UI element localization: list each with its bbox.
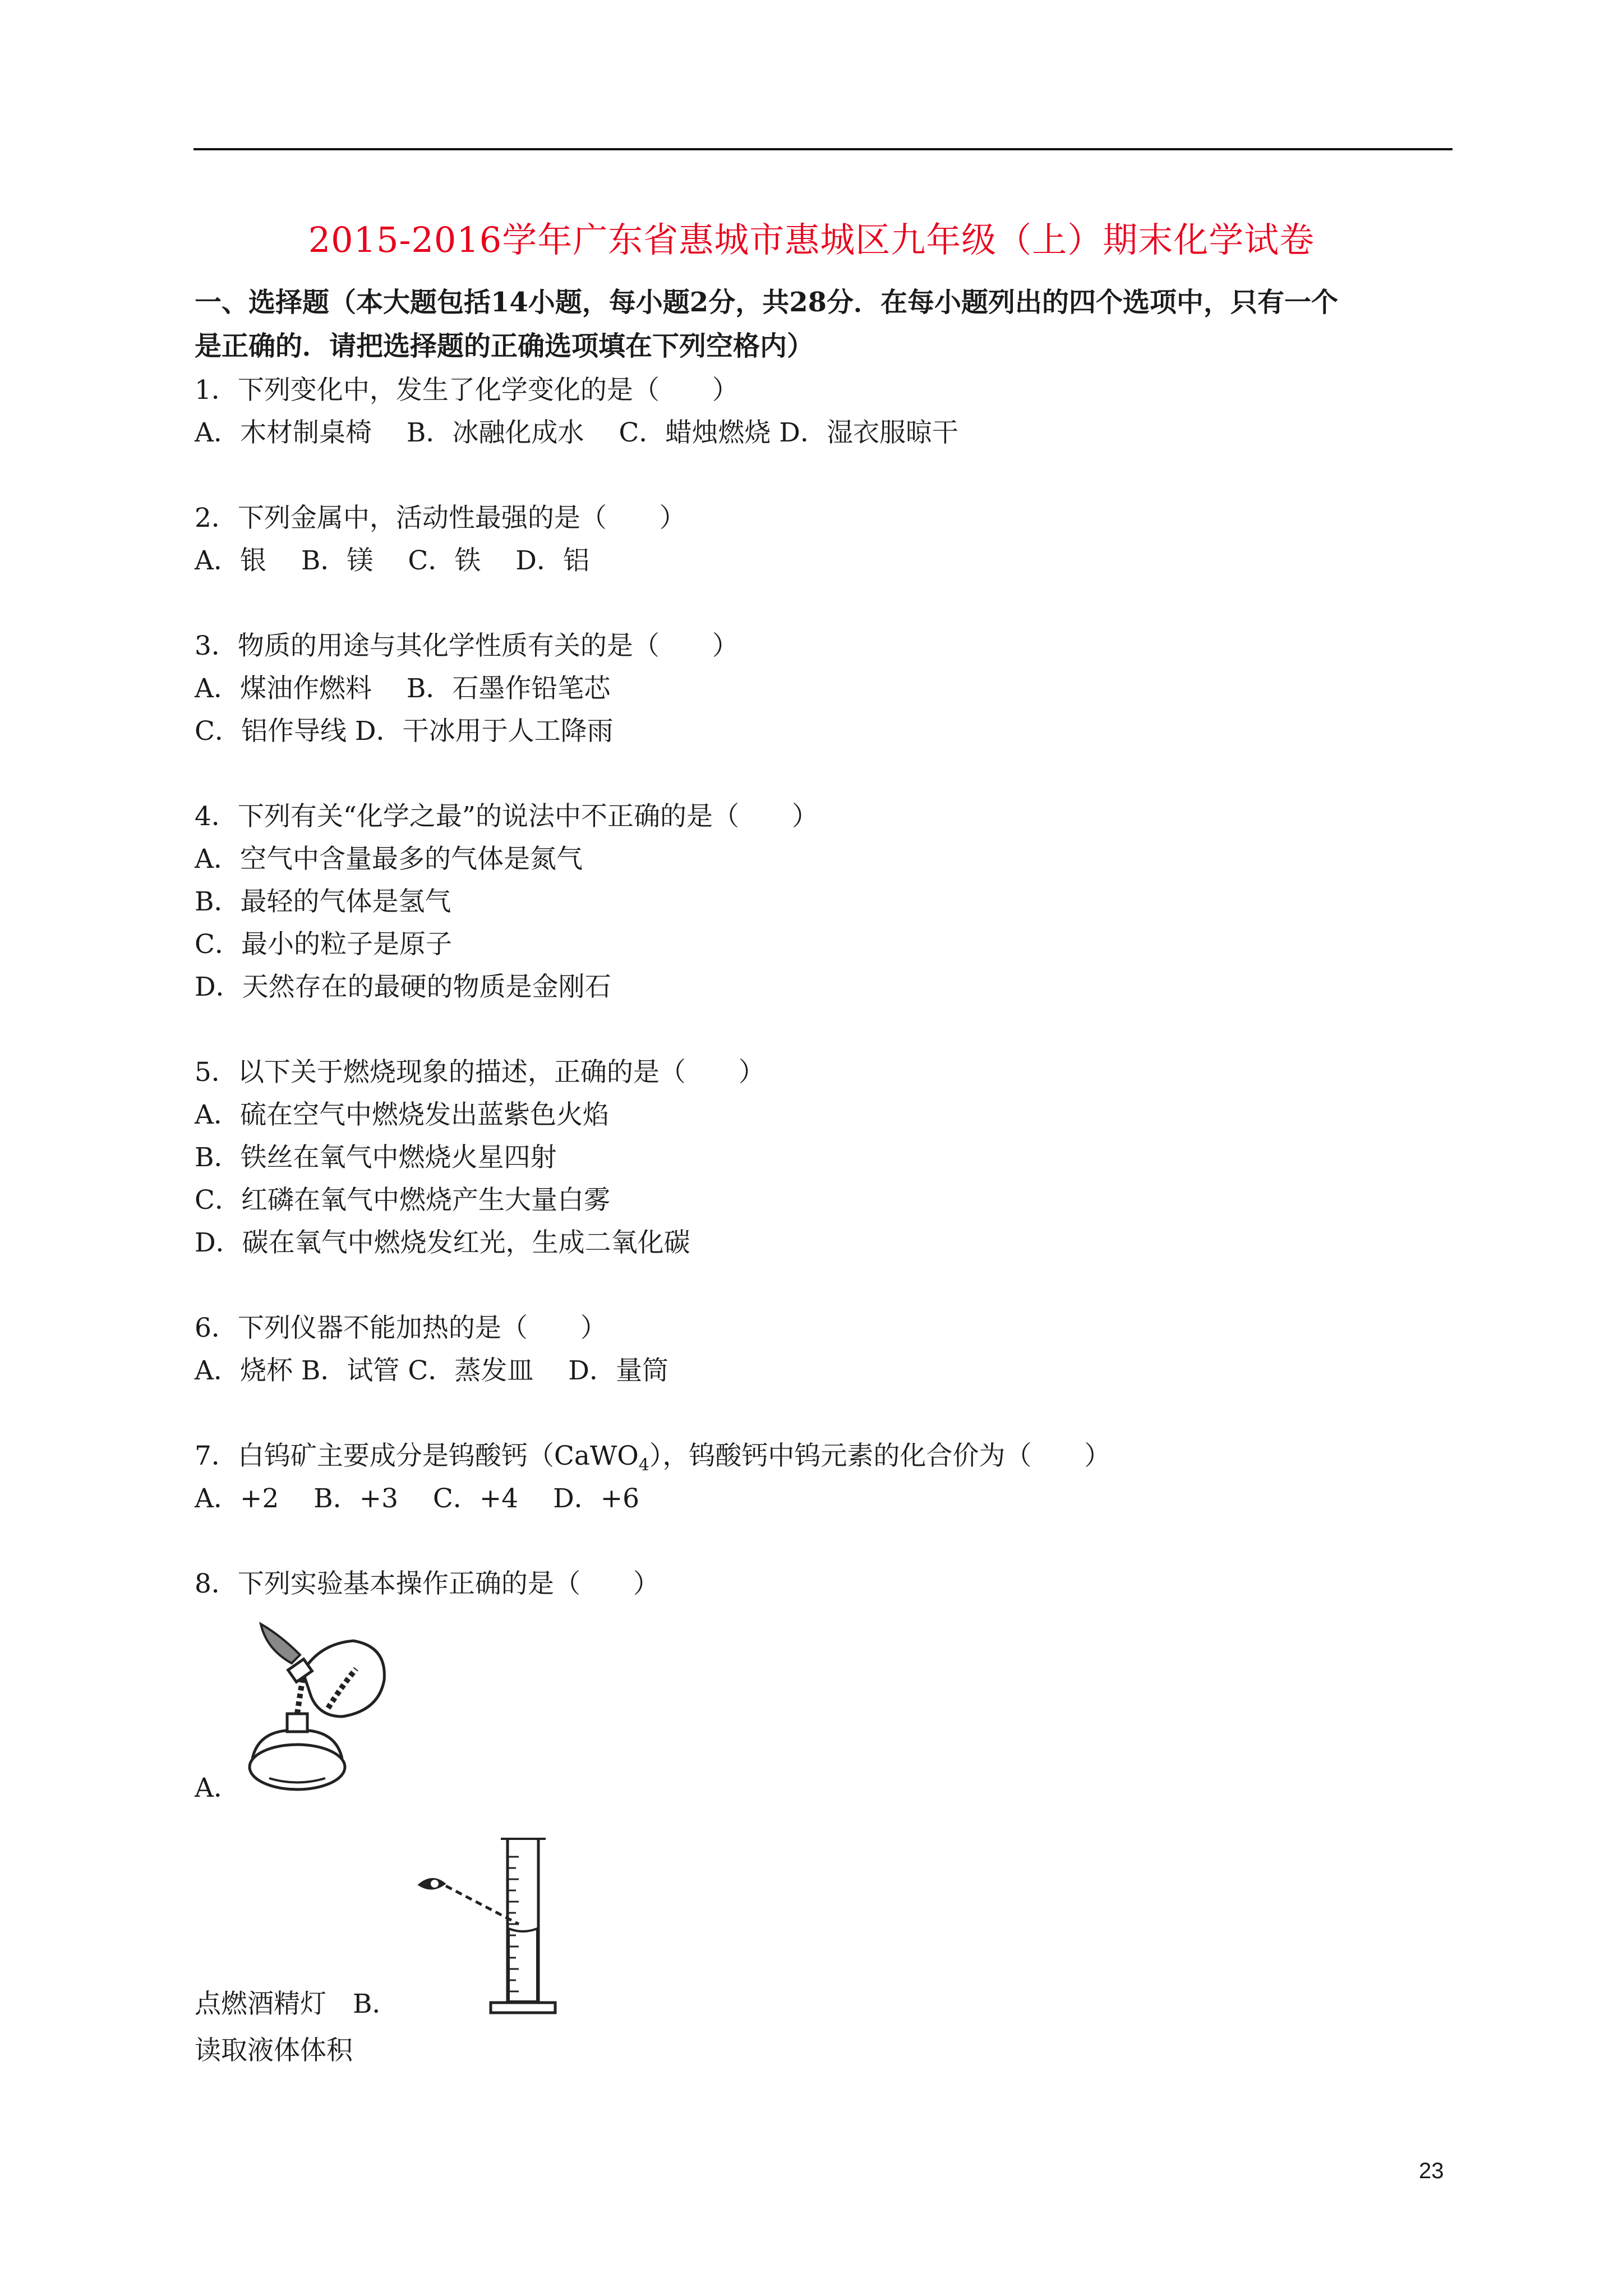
- q2-options: A．银 B．镁 C．铁 D．铝: [195, 545, 589, 576]
- q3-options-1: A．煤油作燃料 B．石墨作铅笔芯: [195, 673, 611, 704]
- q7-stem-subscript: 4: [638, 1455, 649, 1475]
- q4-stem: 4．下列有关“化学之最”的说法中不正确的是（ ）: [195, 801, 818, 832]
- q5-option-c: C．红磷在氧气中燃烧产生大量白雾: [195, 1185, 610, 1216]
- q1-stem: 1．下列变化中，发生了化学变化的是（ ）: [195, 375, 739, 406]
- page-number: 23: [1419, 2159, 1444, 2183]
- q5-stem: 5．以下关于燃烧现象的描述，正确的是（ ）: [195, 1057, 765, 1088]
- q3-options-2: C．铝作导线 D．干冰用于人工降雨: [195, 716, 614, 747]
- header-rule: [193, 148, 1453, 150]
- q7-stem-post: ），钨酸钙中钨元素的化合价为（ ）: [649, 1441, 1111, 1471]
- q8-option-a-letter: A．: [195, 1773, 240, 1803]
- q6-stem: 6．下列仪器不能加热的是（ ）: [195, 1313, 607, 1343]
- q1-options: A．木材制桌椅 B．冰融化成水 C．蜡烛燃烧 D．湿衣服晾干: [195, 417, 958, 448]
- section-heading-line-2: 是正确的．请把选择题的正确选项填在下列空格内）: [195, 330, 814, 362]
- q6-options: A．烧杯 B．试管 C．蒸发皿 D．量筒: [195, 1355, 668, 1386]
- q8-option-b-text: 读取液体体积: [195, 2035, 353, 2066]
- section-heading-line-1: 一、选择题（本大题包括14小题，每小题2分，共28分．在每小题列出的四个选项中，只有一个: [195, 287, 1338, 318]
- q3-stem: 3．物质的用途与其化学性质有关的是（ ）: [195, 631, 739, 661]
- alcohol-lamp-figure: [236, 1618, 404, 1798]
- q5-option-a: A．硫在空气中燃烧发出蓝紫色火焰: [195, 1099, 609, 1130]
- q7-options: A．+2 B．+3 C．+4 D．+6: [195, 1483, 640, 1514]
- q4-option-d: D．天然存在的最硬的物质是金刚石: [195, 972, 611, 1002]
- page-title: 2015-2016学年广东省惠城市惠城区九年级（上）期末化学试卷: [308, 219, 1315, 260]
- q4-option-b: B．最轻的气体是氢气: [195, 886, 451, 917]
- q2-stem: 2．下列金属中，活动性最强的是（ ）: [195, 503, 686, 533]
- q7-stem-pre: 7．白钨矿主要成分是钨酸钙（CaWO: [195, 1441, 639, 1471]
- q4-option-a: A．空气中含量最多的气体是氮气: [195, 844, 583, 875]
- section-heading: [195, 280, 1454, 368]
- q8-option-a-text: 点燃酒精灯 B．: [195, 1989, 399, 2019]
- q4-option-c: C．最小的粒子是原子: [195, 929, 452, 960]
- q5-option-b: B．铁丝在氧气中燃烧火星四射: [195, 1142, 557, 1173]
- q5-option-d: D．碳在氧气中燃烧发红光，生成二氧化碳: [195, 1227, 690, 1258]
- graduated-cylinder-figure: [412, 1834, 569, 2019]
- q7-stem: [195, 1435, 1110, 1475]
- q8-stem: 8．下列实验基本操作正确的是（ ）: [195, 1568, 660, 1599]
